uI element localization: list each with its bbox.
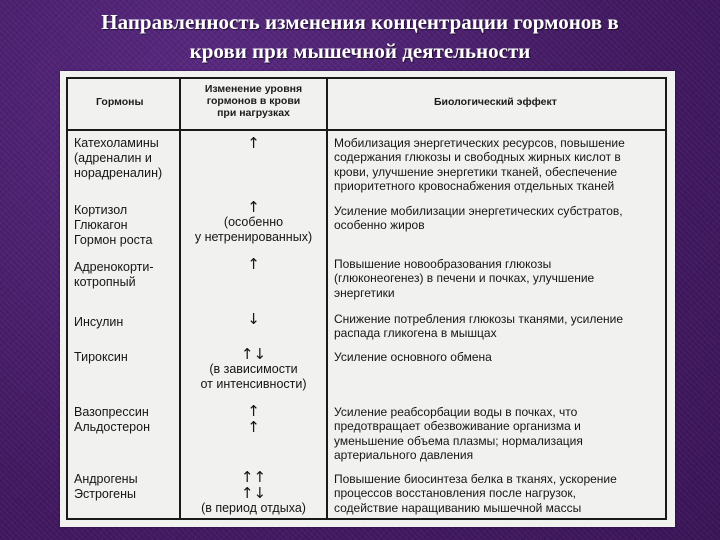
arrow-up-icon: ↑	[247, 402, 260, 420]
header-hormones: Гормоны	[96, 96, 144, 108]
row-effect: Усиление реабсорбации воды в почках, что предотвращает обезвоживание организма и уменьшение объема плазмы; нормализация артериального давления	[334, 405, 583, 463]
column-divider	[326, 79, 328, 518]
row-change	[181, 256, 326, 272]
row-effect: Повышение биосинтеза белка в тканях, ускорение процессов восстановления после нагрузок, содействие наращиванию мышечной массы	[334, 472, 617, 515]
row-effect: Снижение потребления глюкозы тканями, усиление распада гликогена в мышцах	[334, 312, 624, 341]
scanned-table-image	[60, 71, 675, 527]
slide-title-line-1: Направленность изменения концентрации гормонов в	[101, 10, 619, 34]
arrow-up-up-icon: ↑↑	[240, 468, 267, 486]
slide-title	[0, 8, 720, 66]
row-hormones: Катехоламины (адреналин и норадреналин)	[74, 136, 163, 180]
row-hormones: Вазопрессин Альдостерон	[74, 405, 150, 434]
arrow-down-icon: ↓	[247, 310, 260, 328]
row-hormones: Тироксин	[74, 350, 128, 364]
row-hormones: Кортизол Глюкагон Гормон роста	[74, 203, 153, 247]
header-effect: Биологический эффект	[434, 96, 557, 108]
row-hormones: Инсулин	[74, 315, 124, 329]
hormone-table	[66, 77, 667, 520]
row-change: ↑ (особенно у нетренированных)	[181, 199, 326, 245]
arrow-up-down-icon: ↑↓	[240, 345, 267, 363]
arrow-up-icon: ↑	[247, 255, 260, 273]
header-change: Изменение уровня гормонов в крови при нагрузках	[204, 83, 303, 119]
row-change	[181, 311, 326, 327]
row-change	[181, 403, 326, 435]
row-change: ↑↓ (в зависимости от интенсивности)	[181, 346, 326, 392]
row-hormones: Андрогены Эстрогены	[74, 472, 138, 501]
arrow-up-icon: ↑	[247, 418, 260, 436]
row-hormones: Адренокорти- котропный	[74, 260, 154, 289]
arrow-up-down-icon: ↑↓	[240, 484, 267, 502]
arrow-up-icon: ↑	[247, 134, 260, 152]
row-effect: Повышение новообразования глюкозы (глюконеогенез) в печени и почках, улучшение энергетики	[334, 257, 595, 300]
row-effect: Усиление мобилизации энергетических субстратов, особенно жиров	[334, 204, 623, 233]
row-change: ↑↑ ↑↓ (в период отдыха)	[181, 469, 326, 516]
row-change	[181, 135, 326, 151]
header-divider	[68, 129, 665, 131]
arrow-up-icon: ↑	[247, 198, 260, 216]
row-effect: Усиление основного обмена	[334, 350, 492, 364]
slide-title-line-2: крови при мышечной деятельности	[189, 39, 531, 63]
row-effect: Мобилизация энергетических ресурсов, повышение содержания глюкозы и свободных жирных кислот в крови, улучшение энергетики тканей, обеспечение приоритетного кровоснабжения отдельных тканей	[334, 136, 625, 194]
